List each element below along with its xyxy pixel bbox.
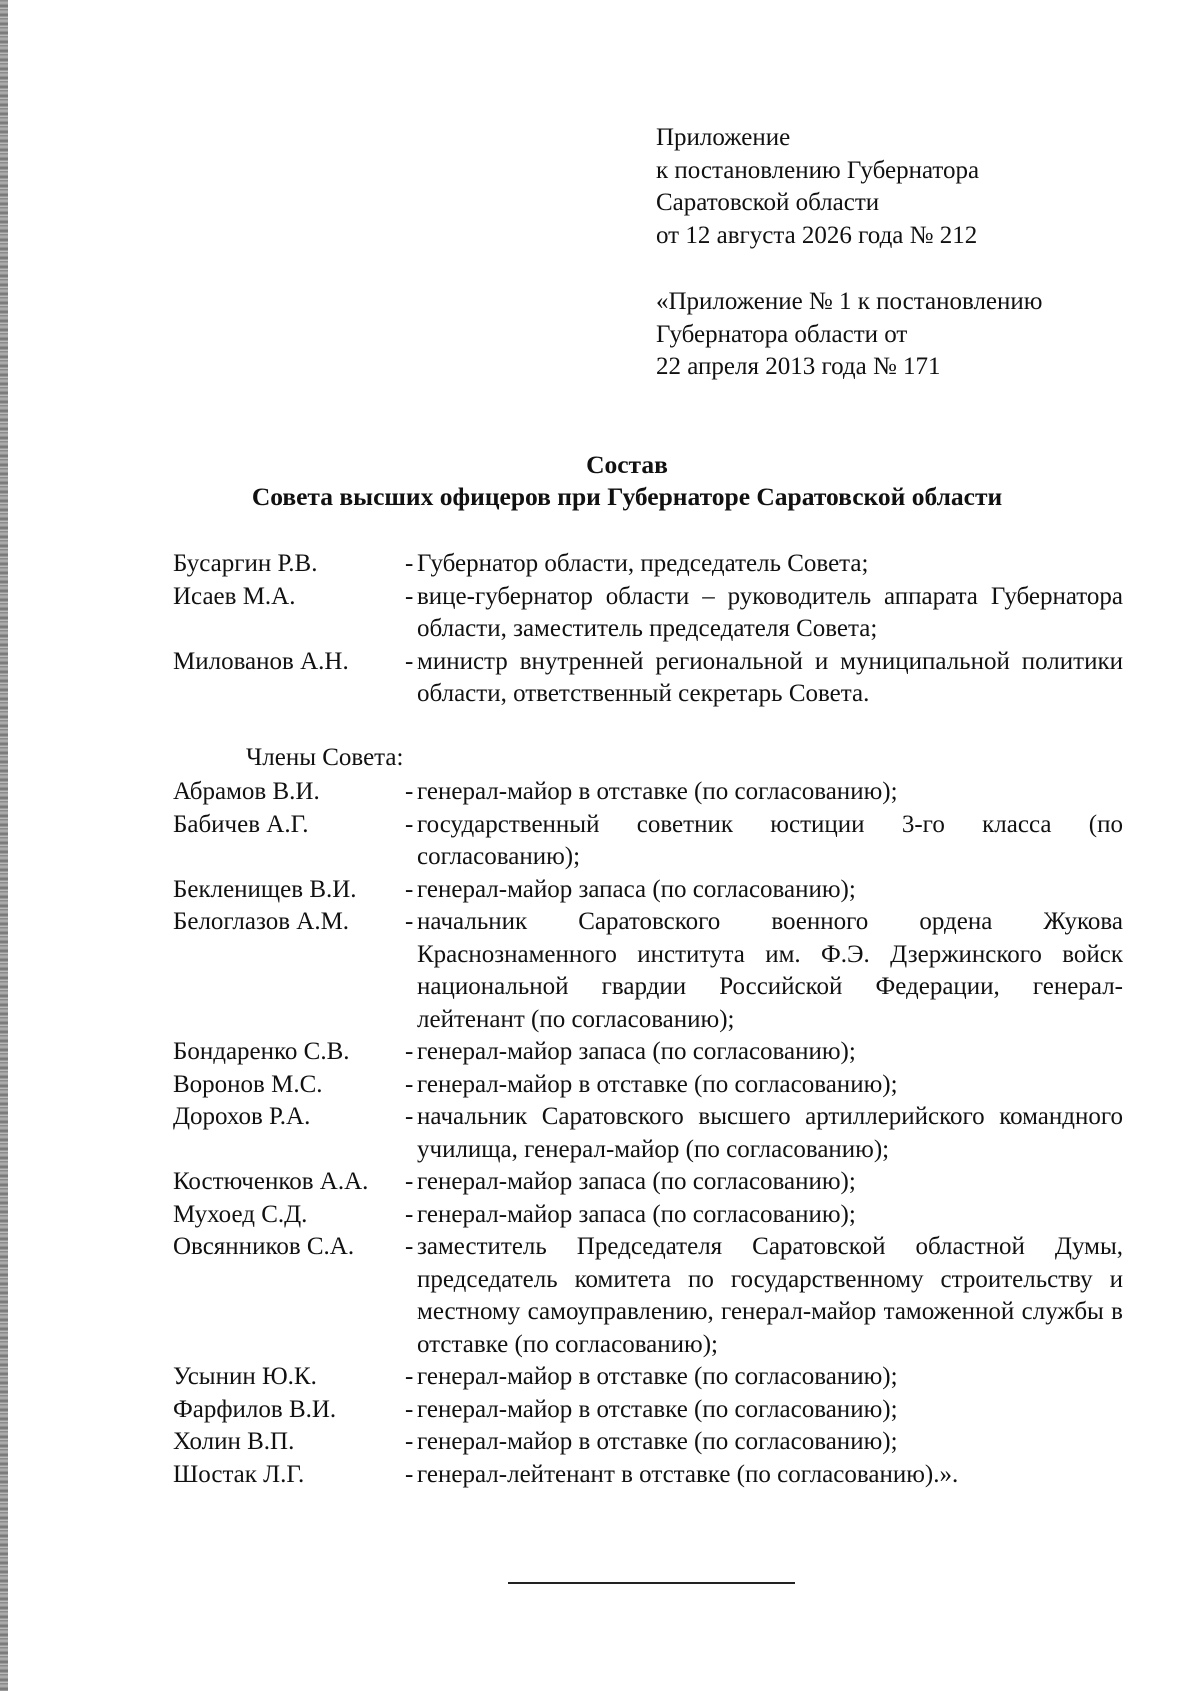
dash-separator: -	[405, 778, 414, 805]
member-name: Белоглазов А.М.	[173, 908, 350, 935]
list-item	[173, 1361, 1123, 1394]
dash-separator: -	[405, 908, 414, 935]
member-role: генерал-майор запаса (по согласованию);	[417, 1168, 856, 1195]
member-name: Бекленищев В.И.	[173, 875, 357, 903]
list-item	[173, 1231, 1123, 1361]
member-role: вице-губернатор области – руководитель аппарата Губернатора области, заместитель председателя Совета;	[417, 582, 1123, 642]
list-item	[173, 1394, 1123, 1427]
list-item	[173, 548, 1123, 581]
list-item	[173, 776, 1123, 809]
appendix-date-line: от 12 августа 2026 года № 212	[656, 221, 978, 249]
member-name: Костюченков А.А.	[173, 1168, 369, 1195]
member-role: генерал-майор в отставке (по согласованию);	[417, 1070, 898, 1098]
dash-separator: -	[405, 1460, 414, 1488]
appendix-line: Саратовской области	[656, 189, 880, 216]
list-item	[173, 809, 1123, 874]
dash-separator: -	[405, 1363, 414, 1390]
list-item	[173, 646, 1123, 711]
list-item	[173, 1036, 1123, 1069]
members-list	[173, 776, 1123, 1491]
member-role: министр внутренней региональной и муниципальной политики области, ответственный секретарь Совета.	[417, 647, 1123, 707]
dash-separator: -	[405, 647, 414, 675]
dash-separator: -	[405, 1428, 414, 1455]
member-role: генерал-майор запаса (по согласованию);	[417, 875, 856, 903]
dash-separator: -	[405, 582, 414, 610]
document-title: Состав	[586, 450, 668, 479]
member-name: Овсянников С.А.	[173, 1233, 355, 1260]
member-name: Дорохов Р.А.	[173, 1103, 311, 1130]
scan-edge-artifact	[0, 0, 8, 1691]
dash-separator: -	[405, 875, 414, 903]
dash-separator: -	[405, 1038, 414, 1065]
dash-separator: -	[405, 550, 414, 577]
member-role: генерал-майор в отставке (по согласованию);	[417, 778, 898, 805]
member-role: начальник Саратовского военного ордена Жукова Краснознаменного института им. Ф.Э. Дзержинского войск национальной гвардии Российской Федерации, генерал-лейтенант (по согласованию);	[417, 908, 1123, 1033]
member-name: Воронов М.С.	[173, 1070, 323, 1098]
list-item	[173, 1069, 1123, 1102]
member-role: генерал-майор запаса (по согласованию);	[417, 1038, 856, 1065]
member-role: заместитель Председателя Саратовской областной Думы, председатель комитета по государственному строительству и местному самоуправлению, генерал-майор таможенной службы в отставке (по согласованию);	[417, 1233, 1123, 1358]
list-item	[173, 1426, 1123, 1459]
dash-separator: -	[405, 1395, 414, 1423]
member-role: генерал-майор в отставке (по согласованию);	[417, 1428, 898, 1455]
dash-separator: -	[405, 1233, 414, 1260]
member-name: Холин В.П.	[173, 1428, 295, 1455]
dash-separator: -	[405, 1070, 414, 1098]
member-role: генерал-лейтенант в отставке (по согласованию).».	[417, 1460, 959, 1488]
member-role: начальник Саратовского высшего артиллерийского командного училища, генерал-майор (по согласованию);	[417, 1103, 1123, 1163]
list-item	[173, 1459, 1123, 1492]
member-role: государственный советник юстиции 3-го класса (по согласованию);	[417, 810, 1123, 870]
list-item	[173, 581, 1123, 646]
member-role: генерал-майор запаса (по согласованию);	[417, 1200, 856, 1228]
header-gap	[656, 252, 1176, 286]
dash-separator: -	[405, 1200, 414, 1228]
list-item	[173, 906, 1123, 1036]
member-name: Абрамов В.И.	[173, 778, 320, 805]
member-name: Исаев М.А.	[173, 582, 296, 610]
member-name: Бабичев А.Г.	[173, 810, 309, 838]
member-name: Милованов А.Н.	[173, 647, 349, 675]
quoted-appendix-line: Губернатора области от	[656, 320, 908, 348]
member-name: Шостак Л.Г.	[173, 1460, 305, 1488]
member-role: генерал-майор в отставке (по согласованию);	[417, 1363, 898, 1390]
dash-separator: -	[405, 1103, 414, 1130]
members-heading: Члены Совета:	[246, 744, 404, 771]
member-name: Бондаренко С.В.	[173, 1038, 350, 1065]
closing-rule	[508, 1582, 795, 1584]
list-item	[173, 1166, 1123, 1199]
document-subtitle: Совета высших офицеров при Губернаторе Саратовской области	[251, 482, 1003, 511]
member-role: генерал-майор в отставке (по согласованию);	[417, 1395, 898, 1423]
appendix-line: к постановлению Губернатора	[656, 156, 980, 184]
list-item	[173, 1101, 1123, 1166]
member-name: Бусаргин Р.В.	[173, 550, 318, 577]
leadership-list	[173, 548, 1123, 711]
appendix-line: Приложение	[656, 124, 791, 151]
dash-separator: -	[405, 810, 414, 838]
list-item	[173, 874, 1123, 907]
member-role: Губернатор области, председатель Совета;	[417, 550, 869, 577]
list-item	[173, 1199, 1123, 1232]
quoted-appendix-date-line: 22 апреля 2013 года № 171	[656, 353, 941, 380]
appendix-header	[656, 122, 1176, 384]
member-name: Фарфилов В.И.	[173, 1395, 337, 1423]
member-name: Мухоед С.Д.	[173, 1200, 308, 1228]
member-name: Усынин Ю.К.	[173, 1363, 317, 1390]
dash-separator: -	[405, 1168, 414, 1195]
quoted-appendix-line: «Приложение № 1 к постановлению	[656, 288, 1043, 315]
